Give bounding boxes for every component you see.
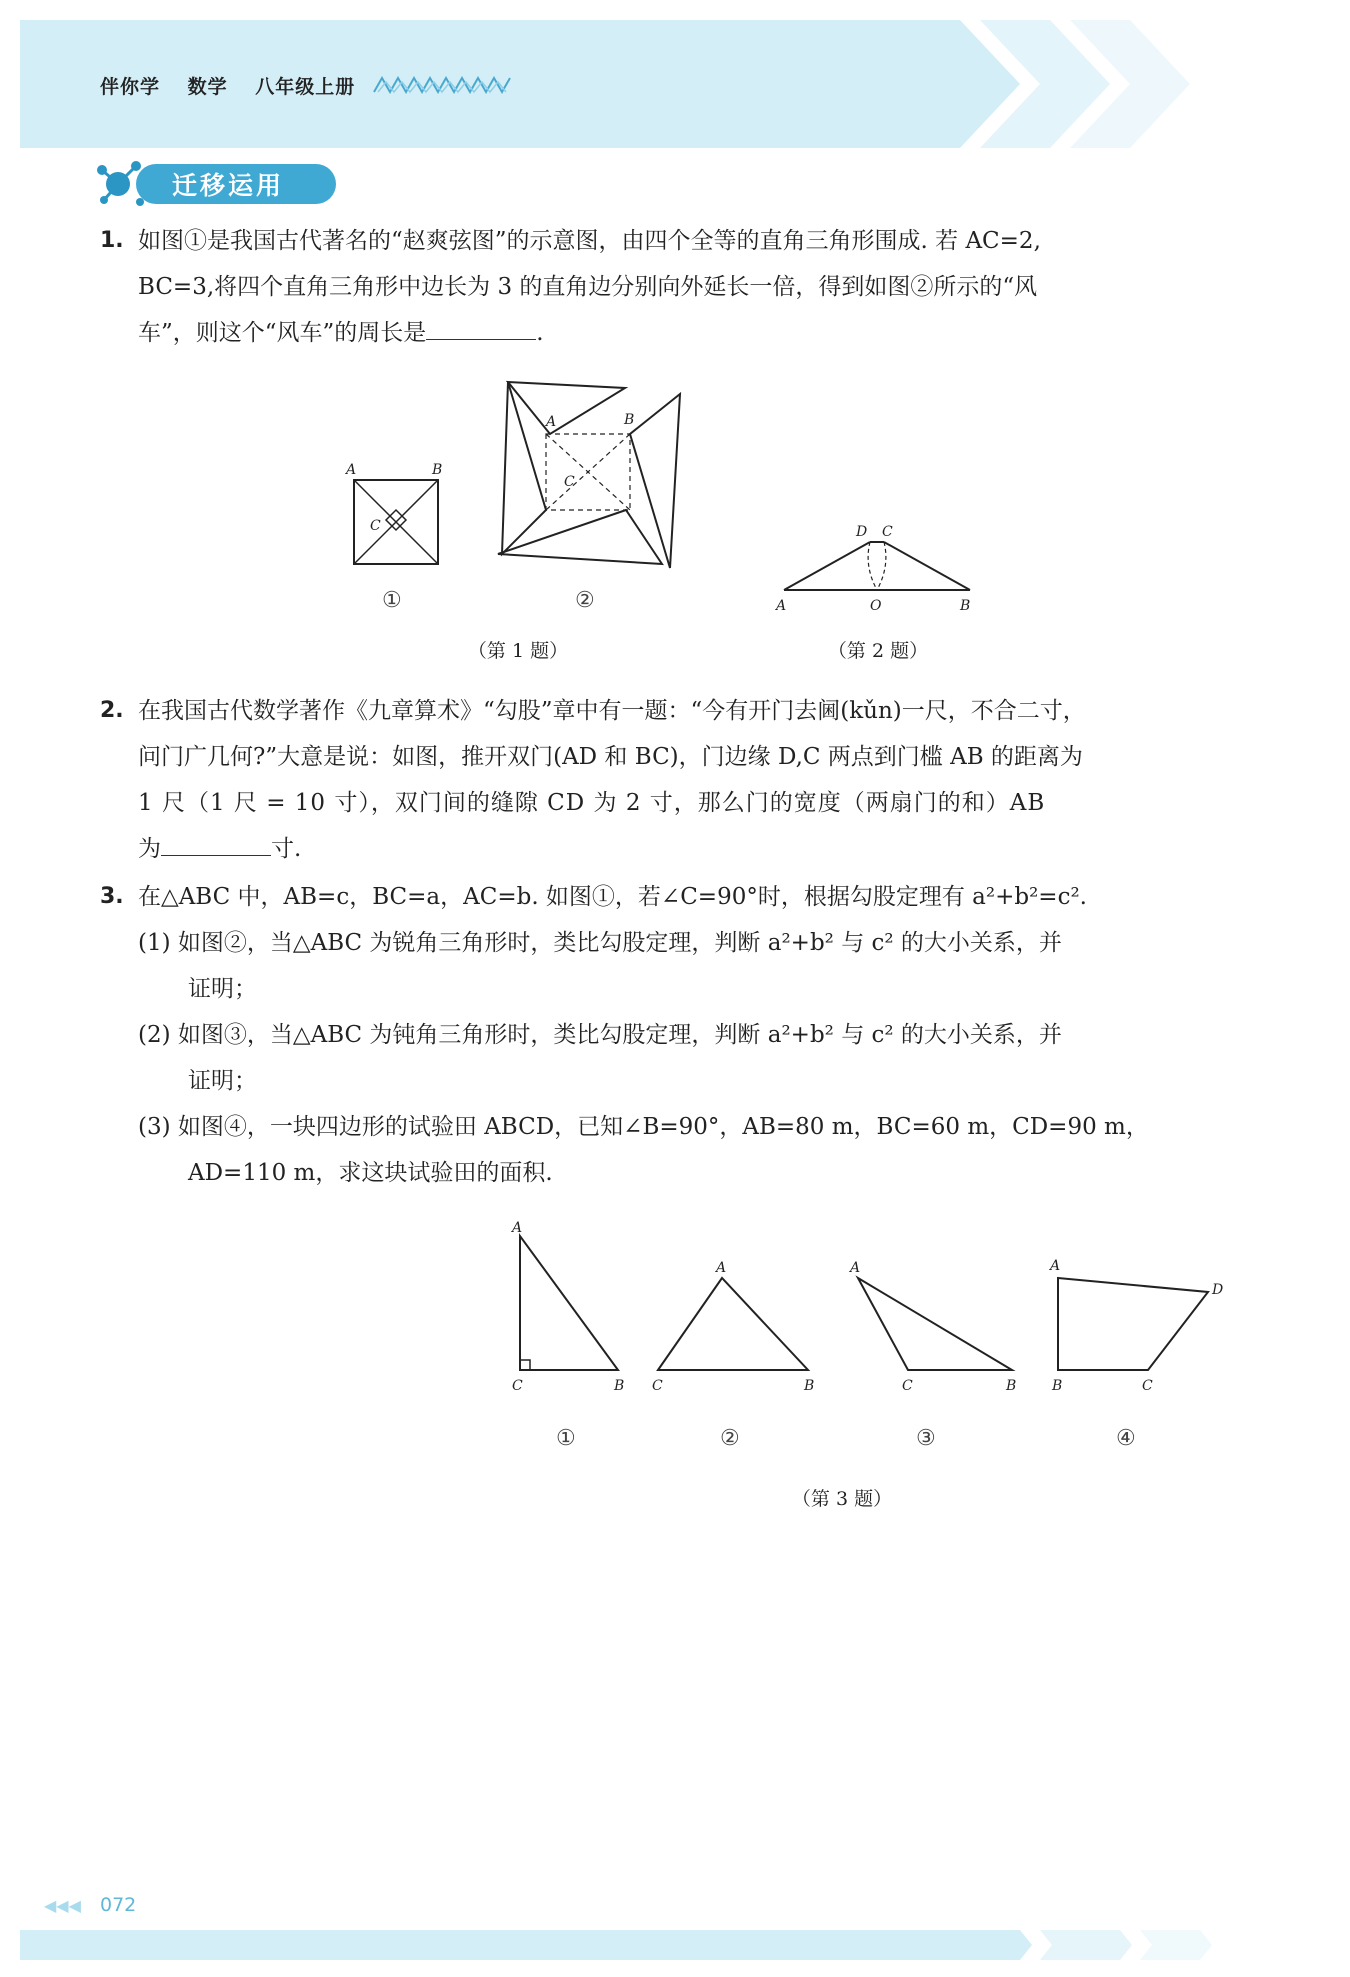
question-1-line-2: BC=3,将四个直角三角形中边长为 3 的直角边分别向外延长一倍，得到如图②所示的“风 (138, 274, 1038, 300)
fig2-diagonal-dashed-2 (546, 434, 630, 510)
figure-3-3-obtuse-triangle (842, 1248, 1022, 1398)
question-2-line-3: 1 尺（1 尺 = 10 寸），双门间的缝隙 CD 为 2 寸，那么门的宽度（两扇门的和）AB (138, 790, 1046, 816)
answer-blank-1[interactable] (426, 315, 536, 340)
question-3-number: 3. (100, 884, 124, 909)
fig1-label: ① (382, 588, 402, 613)
question-3-part-1a: (1) 如图②，当△ABC 为锐角三角形时，类比勾股定理，判断 a²+b² 与 c² 的大小关系，并 (138, 930, 1062, 956)
question-2-number: 2. (100, 698, 124, 723)
figure-3-4-quadrilateral (1036, 1248, 1226, 1398)
fig3-label-2: ② (720, 1426, 740, 1451)
question-2-line-4-end: 寸. (271, 836, 302, 862)
fig1-label-b: B (432, 462, 443, 478)
fig3-1-label-a: A (512, 1220, 523, 1236)
fig3-1-label-c: C (512, 1378, 523, 1394)
page-arrows-icon: ◀◀◀ (44, 1896, 81, 1915)
fig-q2-label-a: A (776, 598, 787, 614)
fig2-blade-3 (498, 510, 662, 564)
header-book: 伴你学 (100, 76, 161, 98)
fig3-3-label-b: B (1006, 1378, 1017, 1394)
question-3-part-1b: 证明； (188, 976, 257, 1002)
fig3-1-label-b: B (614, 1378, 625, 1394)
fig2-label-c: C (564, 474, 575, 490)
question-3-part-3a: (3) 如图④，一块四边形的试验田 ABCD，已知∠B=90°，AB=80 m，BC=60 m，CD=90 m， (138, 1114, 1149, 1140)
fig3-4-label-c: C (1142, 1378, 1153, 1394)
fig-q2-arc-right (877, 542, 886, 590)
question-3 (0, 874, 1350, 1194)
question-1-line-3-end: . (536, 320, 544, 346)
fig-q2-door-ad (784, 542, 870, 590)
fig3-label-1: ① (556, 1426, 576, 1451)
question-2-line-4 (138, 826, 1228, 872)
figure-3-caption: （第 3 题） (791, 1488, 893, 1510)
section-title: 迁移运用 (172, 171, 285, 200)
answer-blank-2[interactable] (161, 831, 271, 856)
fig3-2-label-a: A (716, 1260, 727, 1276)
fig-q2-label-c: C (882, 524, 893, 540)
fig-q2-door-bc (884, 542, 970, 590)
figure-2-caption: （第 2 题） (827, 640, 929, 662)
header-zigzag-icon (372, 76, 512, 94)
question-3-part-2a: (2) 如图③，当△ABC 为钝角三角形时，类比勾股定理，判断 a²+b² 与 c² 的大小关系，并 (138, 1022, 1062, 1048)
question-2-line-2: 问门广几何?”大意是说：如图，推开双门(AD 和 BC)，门边缘 D,C 两点到门槛 AB 的距离为 (138, 744, 1083, 770)
figure-2-windmill (490, 378, 690, 570)
header-subject: 数学 (187, 76, 228, 98)
page-number: 072 (100, 1894, 137, 1916)
fig-q2-label-d: D (856, 524, 868, 540)
figure-1-square (340, 458, 460, 576)
figure-3-1-right-triangle (504, 1218, 634, 1398)
question-1-number: 1. (100, 228, 124, 253)
fig2-label: ② (575, 588, 595, 613)
question-2-line-1: 在我国古代数学著作《九章算术》“勾股”章中有一题：“今有开门去阃(kǔn)一尺，不合二寸， (138, 698, 1086, 724)
fig3-3-label-c: C (902, 1378, 913, 1394)
footer-banner (20, 1930, 1330, 1960)
fig3-1-right-angle-mark (520, 1360, 530, 1370)
fig3-label-3: ③ (916, 1426, 936, 1451)
fig3-2-label-c: C (652, 1378, 663, 1394)
question-1-line-3 (138, 310, 1228, 356)
fig3-4-label-a: A (1050, 1258, 1061, 1274)
figure-3-2-acute-triangle (646, 1258, 816, 1398)
fig2-blade-4 (502, 382, 546, 554)
figure-q2-doors (770, 518, 986, 618)
fig3-4-label-d: D (1212, 1282, 1224, 1298)
header-grade: 八年级上册 (255, 76, 356, 98)
fig3-1-triangle (520, 1236, 618, 1370)
question-3-line-1: 在△ABC 中，AB=c，BC=a，AC=b. 如图①，若∠C=90°时，根据勾股定理有 a²+b²=c². (138, 884, 1087, 910)
fig-q2-label-b: B (960, 598, 971, 614)
fig1-inner-square (386, 510, 406, 530)
page-header (20, 20, 1320, 148)
question-2 (0, 688, 1350, 872)
fig1-label-a: A (346, 462, 357, 478)
fig3-4-label-b: B (1052, 1378, 1063, 1394)
fig3-2-label-b: B (804, 1378, 815, 1394)
question-1-line-1: 如图①是我国古代著名的“赵爽弦图”的示意图，由四个全等的直角三角形围成. 若 AC=2, (138, 228, 1041, 254)
fig3-4-quadrilateral (1058, 1278, 1208, 1370)
header-title (100, 72, 375, 99)
question-2-line-4-text: 为 (138, 836, 161, 862)
figure-1-caption: （第 1 题） (467, 640, 569, 662)
question-1-line-3-text: 车”，则这个“风车”的周长是 (138, 320, 427, 346)
fig2-blade-1 (508, 382, 625, 434)
question-3-part-3b: AD=110 m，求这块试验田的面积. (188, 1160, 553, 1186)
fig2-blade-2 (630, 394, 680, 568)
fig2-label-a: A (546, 414, 557, 430)
fig-q2-arc-left (868, 542, 877, 590)
fig1-label-c: C (370, 518, 381, 534)
fig-q2-label-o: O (870, 598, 882, 614)
fig3-3-triangle (858, 1278, 1012, 1370)
fig3-3-label-a: A (850, 1260, 861, 1276)
fig2-label-b: B (624, 412, 635, 428)
question-3-part-2b: 证明； (188, 1068, 257, 1094)
fig3-2-triangle (658, 1278, 808, 1370)
question-1 (0, 218, 1350, 358)
fig3-label-4: ④ (1116, 1426, 1136, 1451)
